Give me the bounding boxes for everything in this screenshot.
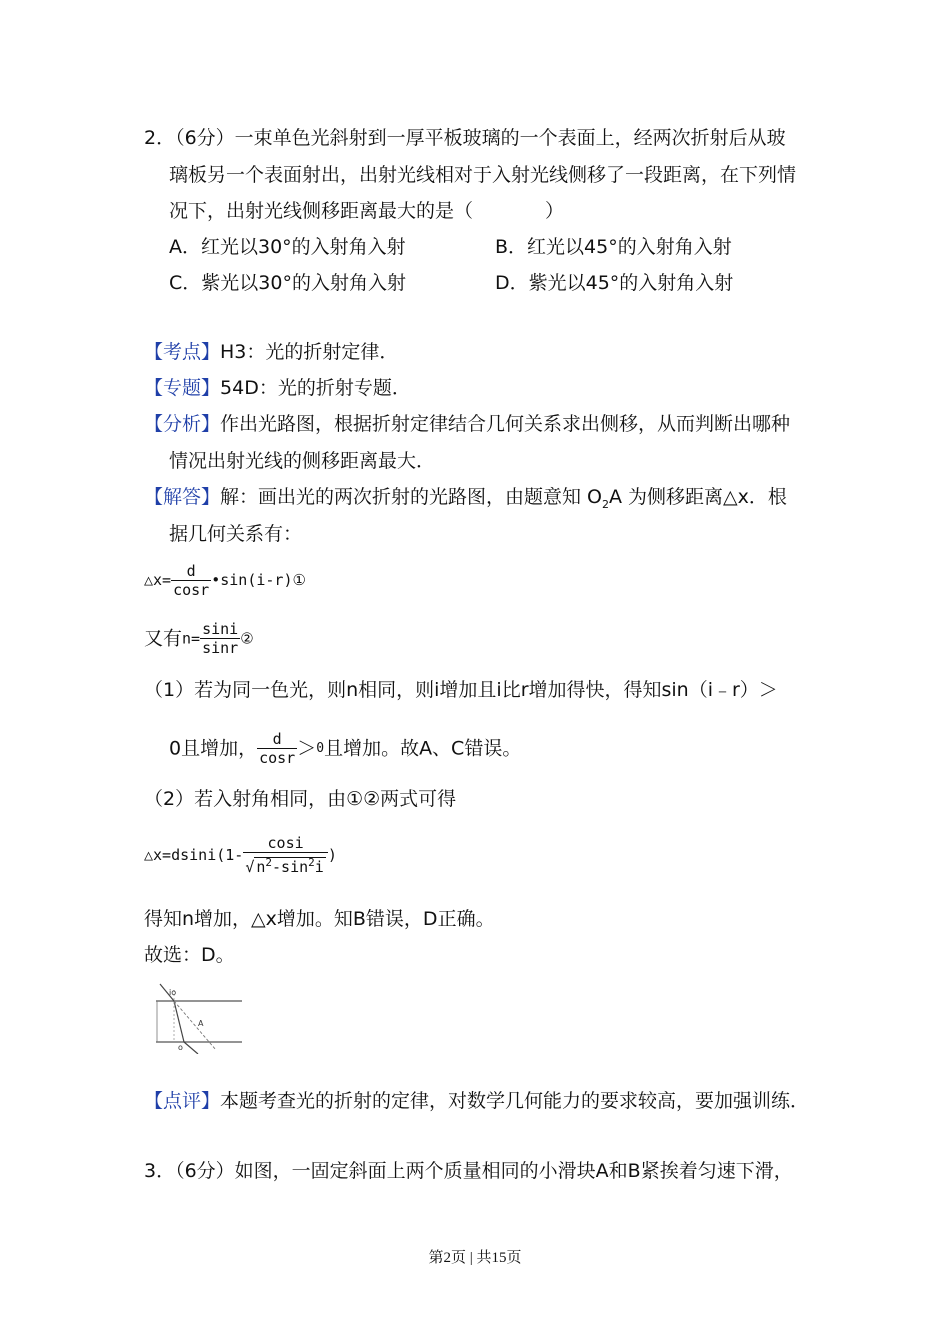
formula-2-mark: ②: [240, 629, 254, 648]
formula-3-lhs: △x=dsini(1-: [144, 846, 244, 864]
formula-3-fraction: [243, 834, 327, 876]
radicand-n: n: [256, 858, 266, 876]
fenxi-tag: 【分析】: [144, 413, 221, 435]
option-a: A．红光以30°的入射角入射: [169, 236, 406, 258]
formula-2-fraction: [200, 620, 240, 657]
case-1-fraction: [257, 730, 297, 767]
jieda-line-2: 据几何关系有：: [169, 523, 303, 545]
formula-3-close: ): [327, 846, 337, 864]
dianping-tag: 【点评】: [144, 1090, 221, 1112]
formula-3-radicand: [254, 857, 325, 876]
case-1-num: d: [272, 730, 282, 748]
formula-1-lhs: △x=: [144, 571, 172, 589]
formula-2: [144, 620, 254, 657]
case-1-line-2: [169, 730, 521, 767]
zhuanti-text: 54D：光的折射专题．: [220, 377, 411, 399]
formula-1-den: cosr: [173, 581, 210, 599]
conclusion-line-2: 故选：D。: [144, 944, 235, 966]
q2-line-3-text: 况下，出射光线侧移距离最大的是（: [169, 200, 474, 222]
case-2-line-1: （2）若入射角相同，由①②两式可得: [144, 788, 457, 810]
figure-label-a: A: [198, 1019, 204, 1028]
sqrt-symbol: √: [245, 858, 255, 876]
kaodian-line: [144, 341, 398, 363]
radicand-sin: -sin: [272, 858, 309, 876]
light-path-diagram: [150, 982, 245, 1054]
option-d: D．紫光以45°的入射角入射: [495, 272, 734, 294]
jieda-line-1: [144, 486, 787, 511]
q2-line-1: 2．（6分）一束单色光斜射到一厚平板玻璃的一个表面上，经两次折射后从玻: [144, 127, 786, 149]
conclusion-line-1: 得知n增加，△x增加。知B错误，D正确。: [144, 908, 495, 930]
q2-line-2: 璃板另一个表面射出，出射光线相对于入射光线侧移了一段距离，在下列情: [169, 164, 797, 186]
formula-3-den: [243, 852, 327, 876]
case-1-gt: ＞: [297, 737, 317, 760]
jieda-subscript: 2: [602, 497, 610, 511]
formula-2-lhs: n=: [182, 629, 201, 648]
case-1-zero: 0: [316, 741, 325, 756]
jieda-text-1b: A 为侧移距离△x．根: [609, 486, 787, 508]
case-1-text-b: 且增加。故A、C错误。: [324, 737, 522, 760]
q2-line-3: [169, 200, 564, 222]
radicand-exp-1: 2: [265, 856, 273, 869]
figure-label-top: io: [169, 988, 177, 997]
dianping-line: [144, 1090, 809, 1112]
option-b: B．红光以45°的入射角入射: [495, 236, 732, 258]
formula-3: [144, 834, 337, 876]
dianping-text: 本题考查光的折射的定律，对数学几何能力的要求较高，要加强训练．: [220, 1090, 810, 1112]
jieda-tag: 【解答】: [144, 486, 221, 508]
figure-label-o2: o: [178, 1043, 183, 1052]
case-1-text-a: 0且增加，: [169, 737, 258, 760]
fenxi-line-1: [144, 413, 790, 435]
case-1-den: cosr: [259, 749, 296, 767]
formula-1-fraction: [171, 562, 211, 599]
light-path-figure: [150, 982, 245, 1054]
zhuanti-tag: 【专题】: [144, 377, 221, 399]
radicand-exp-2: 2: [308, 856, 315, 869]
formula-2-prefix: 又有: [144, 627, 183, 650]
kaodian-tag: 【考点】: [144, 341, 221, 363]
emergent-ray: [184, 1042, 198, 1054]
jieda-text-1a: 解：画出光的两次折射的光路图，由题意知 O: [220, 486, 603, 508]
formula-1-num: d: [186, 562, 196, 580]
formula-2-den: sinr: [202, 639, 239, 657]
formula-1-rest: •sin(i-r)①: [211, 571, 306, 589]
kaodian-text: H3：光的折射定律．: [220, 341, 399, 363]
fenxi-text-1: 作出光路图，根据折射定律结合几何关系求出侧移，从而判断出哪种: [220, 413, 791, 435]
q3-line-1: 3．（6分）如图，一固定斜面上两个质量相同的小滑块A和B紧挨着匀速下滑，: [144, 1160, 793, 1182]
formula-2-num: sini: [202, 620, 239, 638]
formula-3-num: cosi: [267, 834, 304, 852]
radicand-i: i: [314, 858, 324, 876]
option-c: C．紫光以30°的入射角入射: [169, 272, 406, 294]
q2-line-3-close: ）: [545, 200, 565, 222]
case-1-line-1: （1）若为同一色光，则n相同，则i增加且i比r增加得快，得知sin（i﹣r）＞: [144, 679, 778, 701]
zhuanti-line: [144, 377, 411, 399]
formula-1: [144, 562, 306, 599]
fenxi-line-2: 情况出射光线的侧移距离最大．: [169, 450, 436, 472]
page-footer: 第2页 | 共15页: [428, 1250, 522, 1266]
